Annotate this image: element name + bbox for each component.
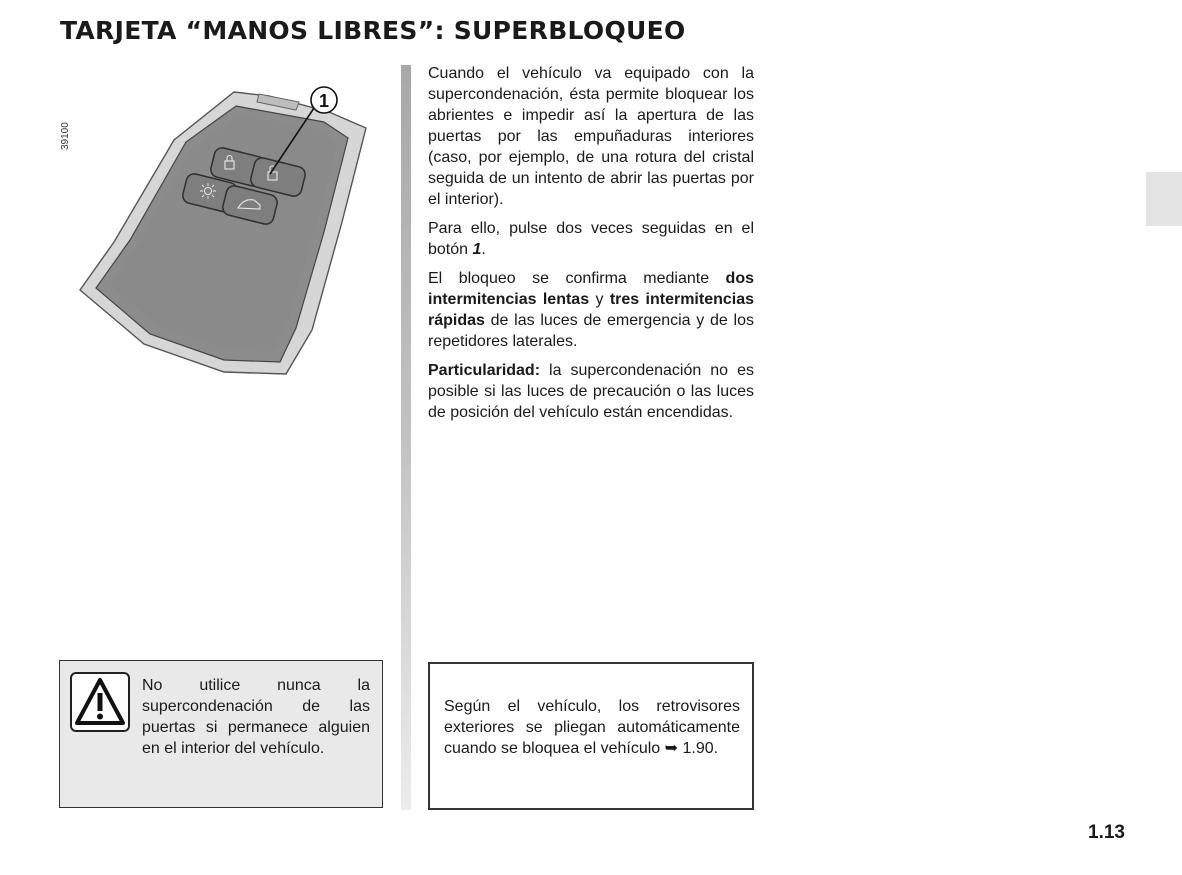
button-reference: 1 (472, 241, 482, 258)
warning-text: No utilice nunca la supercondenación de las puertas si permanece alguien en el interior del vehículo. (142, 677, 370, 757)
callout-number: 1 (318, 91, 330, 111)
column-divider (401, 65, 411, 810)
page-reference: 1.90. (682, 740, 719, 757)
fast-flashes: tres intermitencias rápidas (428, 291, 755, 329)
paragraph-confirmation (428, 268, 754, 352)
paragraph-particularity (428, 360, 754, 423)
key-card-illustration (74, 82, 374, 382)
paragraph-supercondenacion: Cuando el vehículo va equipado con la supercondenación, ésta permite bloquear los abrientes e impedir así la apertura de las puertas por las empuñaduras interiores (caso, por ejemplo, de una rotura del cristal seguida de un intento de abrir las puertas por el interior). (428, 65, 754, 208)
paragraph-instructions (428, 218, 754, 260)
figure-id-wrapper (60, 112, 74, 152)
particularity-label: Particularidad: (428, 362, 541, 379)
note-box (428, 662, 754, 810)
page-reference-arrow-icon: ➥ (664, 740, 679, 757)
particularity-text: la supercondenación no es posible si las luces de precaución o las luces de posición del vehículo están encendidas. (428, 362, 754, 421)
instructions-text: Para ello, pulse dos veces seguidas en el botón (428, 220, 754, 258)
confirmation-end: de las luces de emergencia y de los repetidores laterales. (428, 312, 754, 350)
note-text-block (444, 696, 740, 759)
slow-flashes: dos intermitencias lentas (428, 270, 754, 308)
body-text-column (428, 63, 754, 431)
note-text: Según el vehículo, los retrovisores exteriores se pliegan automáticamente cuando se bloquea el vehículo (444, 698, 740, 757)
confirmation-and: y (589, 291, 610, 308)
page-number: 1.13 (1088, 822, 1125, 843)
warning-box (59, 660, 383, 808)
warning-icon (70, 672, 130, 732)
instructions-end: . (481, 241, 486, 258)
figure-id: 39100 (60, 122, 71, 150)
confirmation-intro: El bloqueo se confirma mediante (428, 270, 726, 287)
page-title: TARJETA “MANOS LIBRES”: SUPERBLOQUEO (60, 16, 686, 45)
chapter-side-tab (1146, 172, 1182, 226)
